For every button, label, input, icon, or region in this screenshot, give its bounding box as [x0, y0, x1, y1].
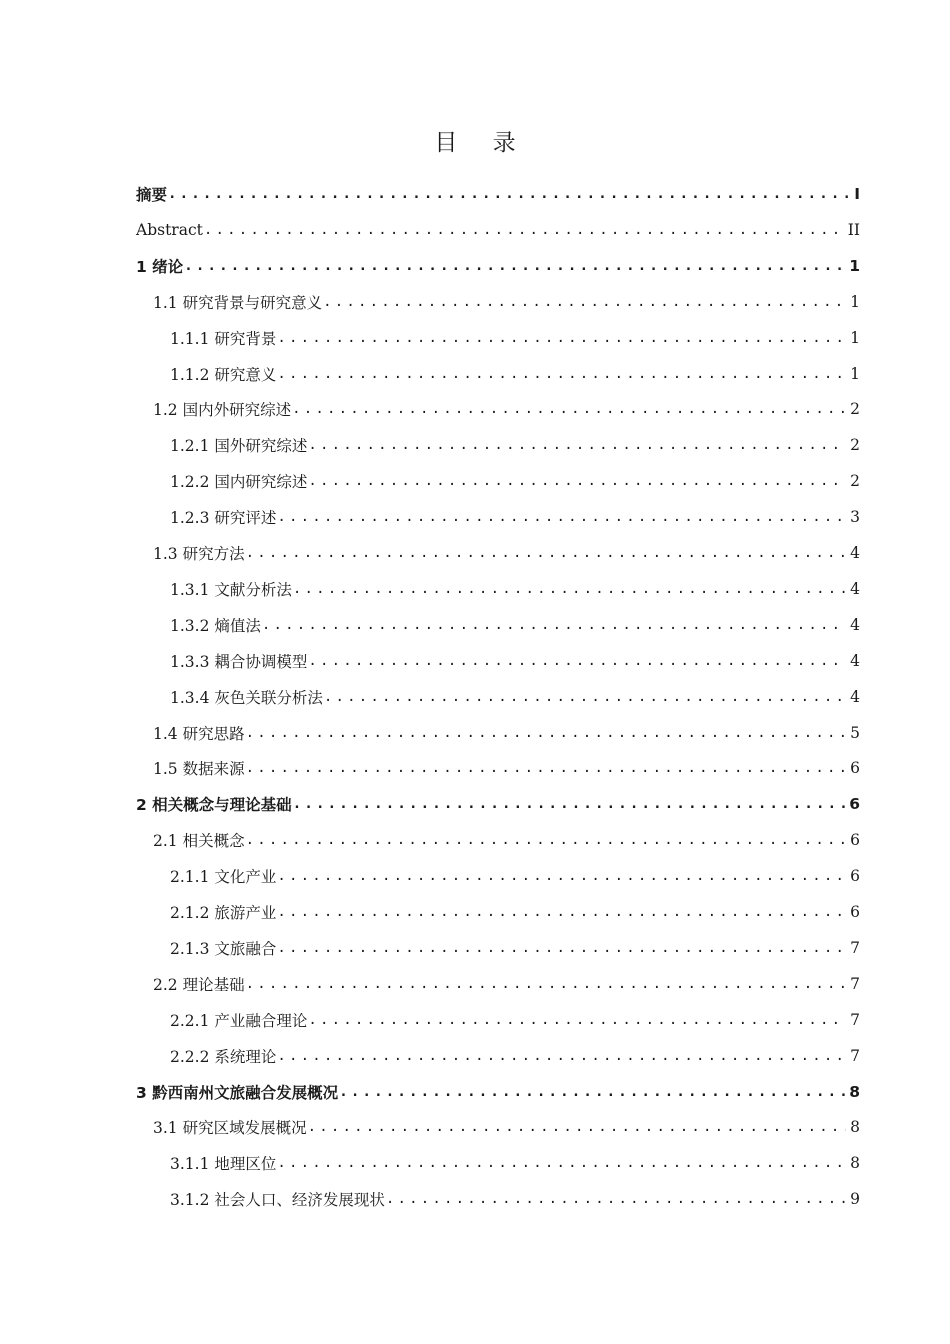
- toc-entry-page-number: 3: [850, 508, 860, 527]
- toc-entry-label: 1.1.1 研究背景: [170, 329, 277, 348]
- toc-entry-label: 2.2 理论基础: [153, 975, 245, 994]
- toc-entry-label: Abstract: [136, 220, 203, 239]
- toc-entry-label: 3.1.1 地理区位: [170, 1155, 277, 1174]
- toc-entry-page-number: 1: [850, 292, 860, 311]
- toc-dot-leader: [277, 904, 846, 920]
- toc-entry-label: 2.1.2 旅游产业: [170, 904, 277, 922]
- toc-entry-page-number: 6: [850, 831, 860, 850]
- toc-entry-page-number: 7: [850, 974, 860, 993]
- toc-dot-leader: [308, 473, 846, 489]
- toc-entry-page-number: 7: [850, 1046, 860, 1065]
- toc-dot-leader: [324, 689, 846, 705]
- toc-entry[interactable]: [170, 427, 860, 463]
- toc-dot-leader: [168, 186, 850, 202]
- toc-entry-page-number: 4: [850, 651, 860, 670]
- toc-entry-page-number: 6: [850, 867, 860, 886]
- toc-dot-leader: [277, 868, 846, 884]
- toc-entry-page-number: 4: [850, 579, 860, 598]
- toc-entry-page-number: 4: [850, 544, 860, 562]
- toc-entry-page-number: 7: [850, 938, 860, 957]
- toc-dot-leader: [246, 545, 847, 561]
- toc-entry[interactable]: [170, 679, 860, 715]
- toc-entry-label: 2.2.2 系统理论: [170, 1047, 277, 1066]
- toc-dot-leader: [246, 760, 847, 776]
- toc-entry[interactable]: [153, 284, 860, 320]
- toc-entry-label: 1.5 数据来源: [153, 760, 245, 779]
- toc-entry[interactable]: [136, 176, 860, 212]
- toc-entry-label: 1.2.2 国内研究综述: [170, 473, 308, 492]
- toc-entry-page-number: 2: [850, 400, 860, 419]
- toc-dot-leader: [386, 1191, 846, 1207]
- toc-entry-page-number: 2: [850, 472, 860, 491]
- toc-entry[interactable]: [136, 786, 860, 822]
- toc-dot-leader: [246, 832, 847, 848]
- toc-entry[interactable]: [153, 750, 860, 786]
- toc-entry-page-number: 6: [850, 903, 860, 921]
- toc-entry-label: 3.1.2 社会人口、经济发展现状: [170, 1191, 385, 1210]
- toc-dot-leader: [204, 222, 844, 238]
- toc-dot-leader: [308, 437, 846, 453]
- toc-entry-label: 3.1 研究区域发展概况: [153, 1119, 307, 1138]
- toc-entry-label: 2 相关概念与理论基础: [136, 796, 292, 815]
- toc-entry[interactable]: [170, 643, 860, 679]
- toc-dot-leader: [323, 294, 846, 310]
- toc-entry-page-number: 4: [850, 687, 860, 706]
- toc-entry-page-number: 2: [850, 436, 860, 455]
- toc-entry[interactable]: [153, 822, 860, 858]
- toc-entry[interactable]: [170, 894, 860, 930]
- toc-entry-label: 摘要: [136, 186, 168, 204]
- toc-entry-label: 1.2 国内外研究综述: [153, 401, 292, 420]
- toc-entry-label: 1.4 研究思路: [153, 724, 245, 743]
- toc-entry[interactable]: [170, 499, 860, 535]
- toc-entry-page-number: 1: [850, 328, 860, 347]
- toc-dot-leader: [292, 401, 846, 417]
- toc-dot-leader: [277, 940, 846, 956]
- toc-entry-label: 1.1 研究背景与研究意义: [153, 293, 323, 312]
- toc-entry[interactable]: [170, 463, 860, 499]
- toc-entry-label: 1.3.3 耦合协调模型: [170, 652, 308, 671]
- toc-entry-label: 1.2.3 研究评述: [170, 509, 277, 528]
- toc-entry[interactable]: [170, 607, 860, 643]
- toc-entry-page-number: I: [854, 185, 860, 203]
- toc-entry-label: 2.1 相关概念: [153, 832, 245, 851]
- toc-entry[interactable]: [170, 571, 860, 607]
- toc-entry-label: 3 黔西南州文旅融合发展概况: [136, 1083, 339, 1102]
- toc-dot-leader: [293, 581, 846, 597]
- toc-dot-leader: [293, 796, 846, 812]
- toc-entry-label: 1.3.1 文献分析法: [170, 580, 292, 599]
- toc-entry-page-number: 6: [849, 795, 860, 814]
- toc-dot-leader: [277, 509, 846, 525]
- toc-dot-leader: [308, 1012, 846, 1028]
- toc-dot-leader: [339, 1084, 845, 1100]
- toc-entry-page-number: 9: [850, 1190, 860, 1209]
- toc-entry[interactable]: [170, 1181, 860, 1217]
- toc-entry-label: 2.1.1 文化产业: [170, 868, 277, 887]
- toc-entry-page-number: 7: [850, 1010, 860, 1029]
- toc-entry-page-number: 6: [850, 759, 860, 778]
- toc-entry[interactable]: [170, 930, 860, 966]
- toc-entry-label: 1.3.4 灰色关联分析法: [170, 688, 323, 707]
- toc-entry-page-number: II: [847, 220, 860, 239]
- toc-entry[interactable]: [136, 212, 860, 248]
- toc-entry[interactable]: [170, 1145, 860, 1181]
- toc-entry-label: 2.1.3 文旅融合: [170, 939, 277, 958]
- toc-entry[interactable]: [153, 535, 860, 571]
- toc-dot-leader: [246, 976, 847, 992]
- toc-entry-label: 1.2.1 国外研究综述: [170, 437, 308, 456]
- toc-entry-label: 1.1.2 研究意义: [170, 365, 277, 384]
- toc-entry-label: 1.3 研究方法: [153, 545, 245, 563]
- toc-entry[interactable]: [170, 320, 860, 356]
- toc-entry-label: 1 绪论: [136, 257, 184, 276]
- toc-dot-leader: [277, 366, 846, 382]
- toc-entry[interactable]: [170, 1038, 860, 1074]
- toc-entry[interactable]: [153, 391, 860, 427]
- toc-entry-page-number: 4: [850, 615, 860, 634]
- toc-entry-page-number: 8: [850, 1118, 860, 1137]
- toc-entry-page-number: 5: [850, 723, 860, 742]
- toc-dot-leader: [308, 653, 846, 669]
- toc-entry[interactable]: [153, 966, 860, 1002]
- toc-dot-leader: [308, 1119, 847, 1135]
- toc-dot-leader: [277, 1048, 846, 1064]
- toc-entry[interactable]: [170, 1002, 860, 1038]
- toc-entry-page-number: 1: [849, 256, 860, 275]
- toc-entry[interactable]: [170, 858, 860, 894]
- toc-entry[interactable]: [136, 248, 860, 284]
- toc-entry[interactable]: [153, 1109, 860, 1145]
- toc-entry[interactable]: [136, 1074, 860, 1110]
- toc-entry-page-number: 1: [850, 364, 860, 383]
- toc-title: 目 录: [434, 130, 530, 156]
- toc-entry-page-number: 8: [849, 1082, 860, 1101]
- toc-dot-leader: [277, 330, 846, 346]
- toc-dot-leader: [246, 725, 847, 741]
- toc-entry[interactable]: [153, 715, 860, 751]
- toc-dot-leader: [184, 258, 845, 274]
- toc-entry-label: 1.3.2 熵值法: [170, 616, 261, 635]
- toc-dot-leader: [277, 1155, 846, 1171]
- toc-entry-label: 2.2.1 产业融合理论: [170, 1011, 308, 1030]
- toc-entry[interactable]: [170, 356, 860, 392]
- toc-entry-page-number: 8: [850, 1154, 860, 1173]
- toc-dot-leader: [262, 617, 846, 633]
